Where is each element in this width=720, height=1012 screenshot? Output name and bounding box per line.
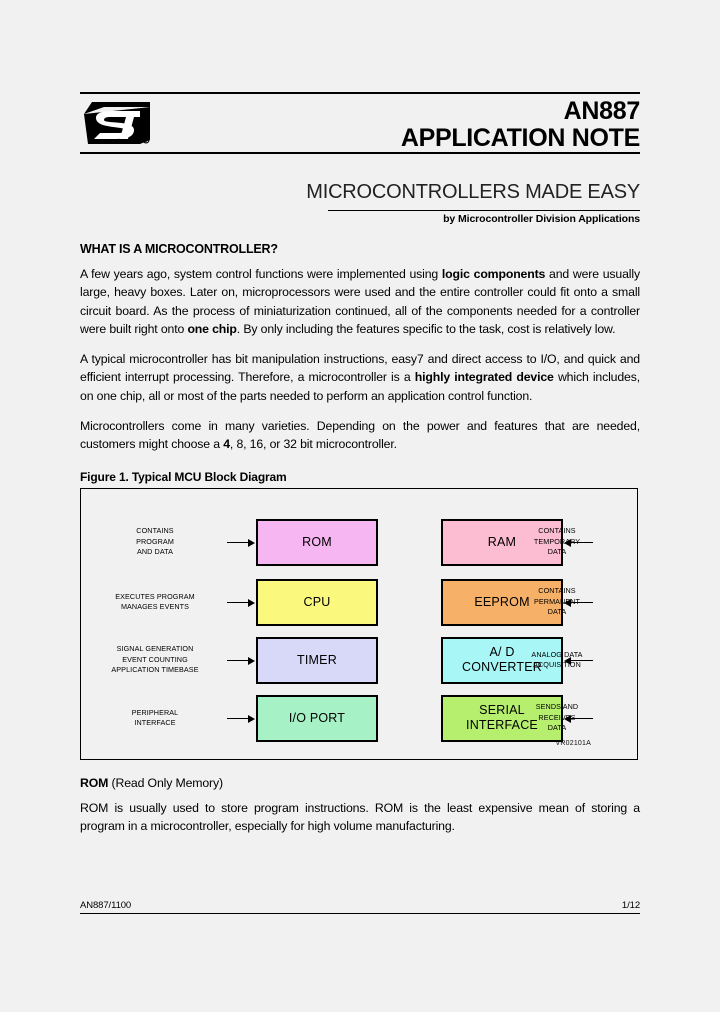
label-eeprom-desc-line-2: DATA [547,607,567,617]
block-timer-line-0: TIMER [297,652,337,667]
paragraph-rom: ROM is usually used to store program instructions. ROM is the least expensive mean of storing a program in a microcontroller, especially for high volume manufacturing. [80,800,640,833]
label-serial-desc-line-1: RECEIVES [538,712,576,722]
label-ioport-desc-line-0: PERIPHERAL [131,707,179,717]
label-rom-desc-line-0: CONTAINS [136,526,174,536]
arrow-into-cpu-desc [227,602,249,603]
emphasis-text: 4 [223,437,230,452]
block-cpu-line-0: CPU [303,594,331,609]
rom-subheading-rest: (Read Only Memory) [108,775,223,790]
label-cpu-desc-line-0: EXECUTES PROGRAM [115,591,195,601]
figure-canvas [81,489,637,759]
block-rom-line-0: ROM [302,534,332,549]
arrowhead-icon-ioport-desc [248,715,255,723]
body-text: and were usually large, heavy boxes. Later on, microprocessors were used and the entire controller could fit onto a small circuit board. As the process of miniaturization continued, all of the components needed for a controller were built right onto [80,267,640,336]
block-io-port-line-0: I/O PORT [288,710,346,725]
figure-watermark: VR02101A [555,739,591,747]
arrowhead-icon-ram-desc [564,539,571,547]
block-serial-interface-line-1: INTERFACE [466,718,538,733]
label-ram-desc-line-1: TEMPORARY [533,536,581,546]
header-rule-bottom [80,152,640,154]
arrow-into-timer-desc [227,660,249,661]
document-header [80,94,640,150]
label-ioport-desc [89,708,221,729]
figure-mcu-block-diagram [80,488,638,760]
label-rom-desc-line-1: PROGRAM [136,536,174,546]
label-ram-desc [491,526,623,558]
block-ad-converter-line-0: A/ D [489,645,515,660]
arrowhead-icon-timer-desc [248,657,255,665]
footer-rule [80,913,640,914]
page-footer [80,900,640,914]
body-text: Microcontrollers come in many varieties. Depending on the power and features that are needed, customers might choose a [80,419,640,452]
label-timer-desc-line-2: APPLICATION TIMEBASE [111,665,199,675]
footer-doc-id: AN887/1100 [80,900,132,911]
rom-subheading-bold: ROM [80,775,109,790]
paragraph-typical-mcu [80,350,640,405]
arrow-into-serial-desc [571,718,593,719]
body-text: which includes, on one chip, all or most of the parts needed to perform an application control function. [80,370,641,403]
byline-rule [328,210,640,211]
block-timer [256,637,378,684]
arrowhead-icon-serial-desc [564,715,571,723]
label-timer-desc-line-1: EVENT COUNTING [122,654,188,664]
label-ad-desc [491,650,623,671]
block-ram-line-0: RAM [487,534,517,549]
label-serial-desc-line-2: DATA [547,723,567,733]
label-timer-desc [89,644,221,676]
label-serial-desc-line-0: SENDS AND [535,702,579,712]
arrowhead-icon-cpu-desc [248,599,255,607]
emphasis-text: one chip [187,321,237,336]
label-ram-desc-line-2: DATA [547,547,567,557]
arrowhead-icon-eeprom-desc [564,599,571,607]
paragraph-varieties [80,417,640,454]
label-eeprom-desc-line-0: CONTAINS [538,586,576,596]
arrow-into-rom-desc [227,542,249,543]
emphasis-text: logic components [441,267,546,281]
emphasis-text: highly integrated device [414,370,554,385]
page-title: MICROCONTROLLERS MADE EASY [306,181,640,203]
arrowhead-icon-ad-desc [564,657,571,665]
arrowhead-icon-rom-desc [248,539,255,547]
block-io-port [256,695,378,742]
label-ad-desc-line-0: ANALOG DATA [531,649,583,659]
label-ram-desc-line-0: CONTAINS [538,526,576,536]
footer-page-number: 1/12 [621,900,640,911]
label-cpu-desc [89,592,221,613]
body-text: A few years ago, system control functions were implemented using [80,267,442,281]
label-ad-desc-line-1: ACQUISITION [533,660,581,670]
arrow-into-ioport-desc [227,718,249,719]
arrow-into-ram-desc [571,542,593,543]
block-rom [256,519,378,566]
label-eeprom-desc-line-1: PERMANENT [533,596,581,606]
block-cpu [256,579,378,626]
svg-text:R: R [144,138,148,144]
st-logo-icon [82,100,154,146]
block-eeprom-line-0: EEPROM [474,594,530,609]
byline: by Microcontroller Division Applications [443,213,640,225]
document-number: AN887 [563,97,640,125]
header-titles [401,98,640,152]
block-ad-converter-line-1: CONVERTER [461,660,543,675]
st-logo [82,100,154,146]
paragraph-intro [80,265,640,338]
document-type: APPLICATION NOTE [400,124,640,152]
label-timer-desc-line-0: SIGNAL GENERATION [116,644,194,654]
section-heading: WHAT IS A MICROCONTROLLER? [80,242,278,256]
page-content [80,92,640,835]
body-text: . By only including the features specific to the task, cost is relatively low. [236,321,616,336]
block-serial-interface-line-0: SERIAL [479,703,525,718]
label-rom-desc [89,526,221,558]
label-serial-desc [491,702,623,734]
figure-caption: Figure 1. Typical MCU Block Diagram [80,469,287,484]
arrow-into-ad-desc [571,660,593,661]
rom-subheading [80,776,640,790]
label-cpu-desc-line-1: MANAGES EVENTS [120,602,190,612]
body-text: , 8, 16, or 32 bit microcontroller. [229,437,397,452]
label-eeprom-desc [491,586,623,618]
arrow-into-eeprom-desc [571,602,593,603]
label-ioport-desc-line-1: INTERFACE [134,718,176,728]
body-text: A typical microcontroller has bit manipulation instructions, easy7 and direct access to I/O, and quick and efficient interrupt processing. Therefore, a microcontroller is a [80,352,640,385]
label-rom-desc-line-2: AND DATA [136,547,174,557]
